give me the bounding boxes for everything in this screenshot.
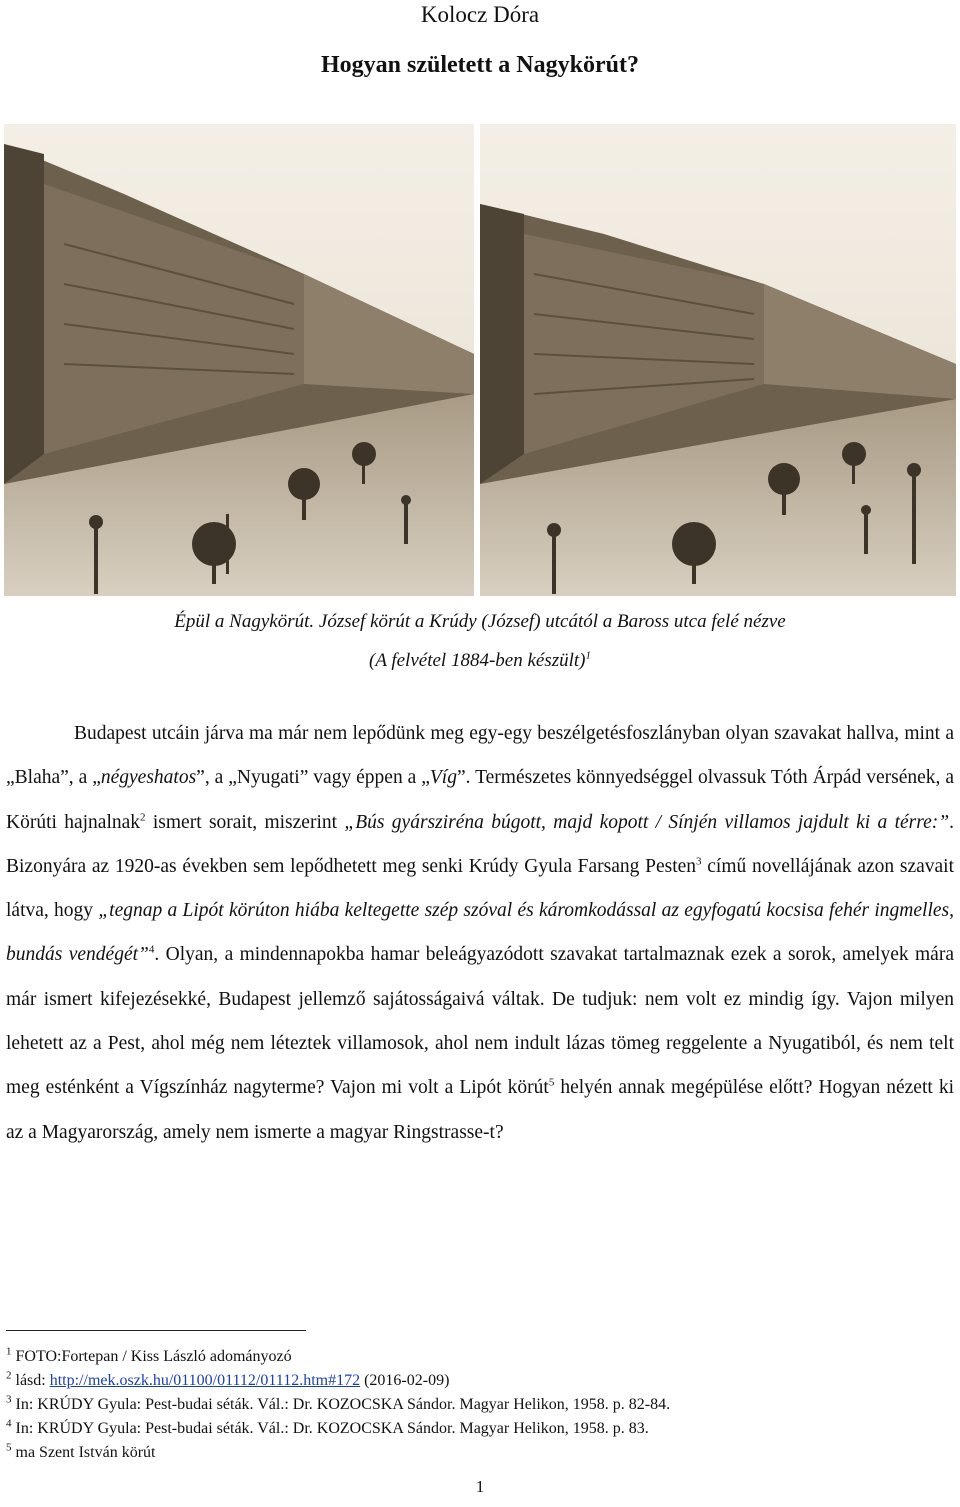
stereo-left-view <box>4 124 474 596</box>
footnote-separator <box>6 1330 306 1331</box>
footnote: $^1$ FOTO:Fortepan / Kiss László adományozó <box>6 1345 292 1365</box>
photo-caption-date: (A felvétel 1884-ben készült)$^1$ <box>369 649 591 671</box>
quote: „Bús gyársziréna búgott, majd kopott / Sínjén villamos jajdult ki a térre:” <box>344 811 950 833</box>
footnote-ref[interactable]: 3 <box>696 855 702 868</box>
footnote: $^2$ lásd: http://mek.oszk.hu/01100/01112/01112.htm#172 (2016-02-09) <box>6 1369 450 1389</box>
footnote-ref[interactable]: 1 <box>585 649 591 662</box>
photo-caption: Épül a Nagykörút. József körút a Krúdy (József) utcától a Baross utca felé nézve <box>174 611 786 632</box>
body-paragraph: Budapest utcáin járva ma már nem lepődünk meg egy-egy beszélgetésfoszlányban olyan szavakat hallva, mint a „Blaha”, a „négyeshatos”, a „Nyugati” vagy éppen a „Víg”. Természetes könnyedséggel olvassuk Tóth Árpád versének, a Körúti hajnalnak$^2$ ismert sorait, miszerint „Bús gyársziréna búgott, majd kopott / Sínjén villamos jajdult ki a térre:”. Bizonyára az 1920-as években sem lepődhetett meg senki Krúdy Gyula Farsang Pesten$^3$ című novellájának azon szavait látva, hogy „tegnap a Lipót körúton hiába keltegette szép szóval és káromkodással az egyfogatú kocsisa fehér ingmelles, bundás vendégét”$^4$. Olyan, a mindennapokba hamar beleágyazódott szavakat tartalmaznak ezek a sorok, amelyek mára már ismert kifejezésekké, Budapest jellemző sajátosságaivá váltak. De tudjuk: nem volt ez mindig így. Vajon milyen lehetett az a Pest, ahol még nem léteztek villamosok, ahol nem indult lázas tömeg reggelente a Nyugatiból, és nem telt meg esténként a Vígszínház nagyterme? Vajon mi volt a Lipót körút$^5$ helyén annak megépülése előtt? Hogyan nézett ki az a Magyarország, amely nem ismerte a magyar Ringstrasse-t? <box>6 723 955 1143</box>
footnote: $^5$ ma Szent István körút <box>6 1441 156 1461</box>
article-title: Hogyan született a Nagykörút? <box>321 52 639 78</box>
stereo-photograph <box>4 124 956 596</box>
footnote-ref[interactable]: 4 <box>148 943 155 956</box>
footnote: $^3$ In: KRÚDY Gyula: Pest-budai séták. Vál.: Dr. KOZOCSKA Sándor. Magyar Helikon, 1958. p. 82-84. <box>6 1393 671 1413</box>
footnote-link[interactable]: http://mek.oszk.hu/01100/01112/01112.htm#172 <box>49 1372 361 1389</box>
author-name: Kolocz Dóra <box>420 2 540 27</box>
footnote: $^4$ In: KRÚDY Gyula: Pest-budai séták. Vál.: Dr. KOZOCSKA Sándor. Magyar Helikon, 1958. p. 83. <box>6 1417 649 1437</box>
footnotes <box>6 1345 946 1465</box>
footnote-ref[interactable]: 2 <box>140 811 146 824</box>
quote: „tegnap a Lipót körúton hiába keltegette szép szóval és káromkodással az egyfogatú kocsisa fehér ingmelles, bundás vendégét” <box>6 900 954 966</box>
footnote-ref[interactable]: 5 <box>548 1076 555 1089</box>
page-number: 1 <box>475 1477 485 1496</box>
stereo-right-view <box>480 124 956 596</box>
